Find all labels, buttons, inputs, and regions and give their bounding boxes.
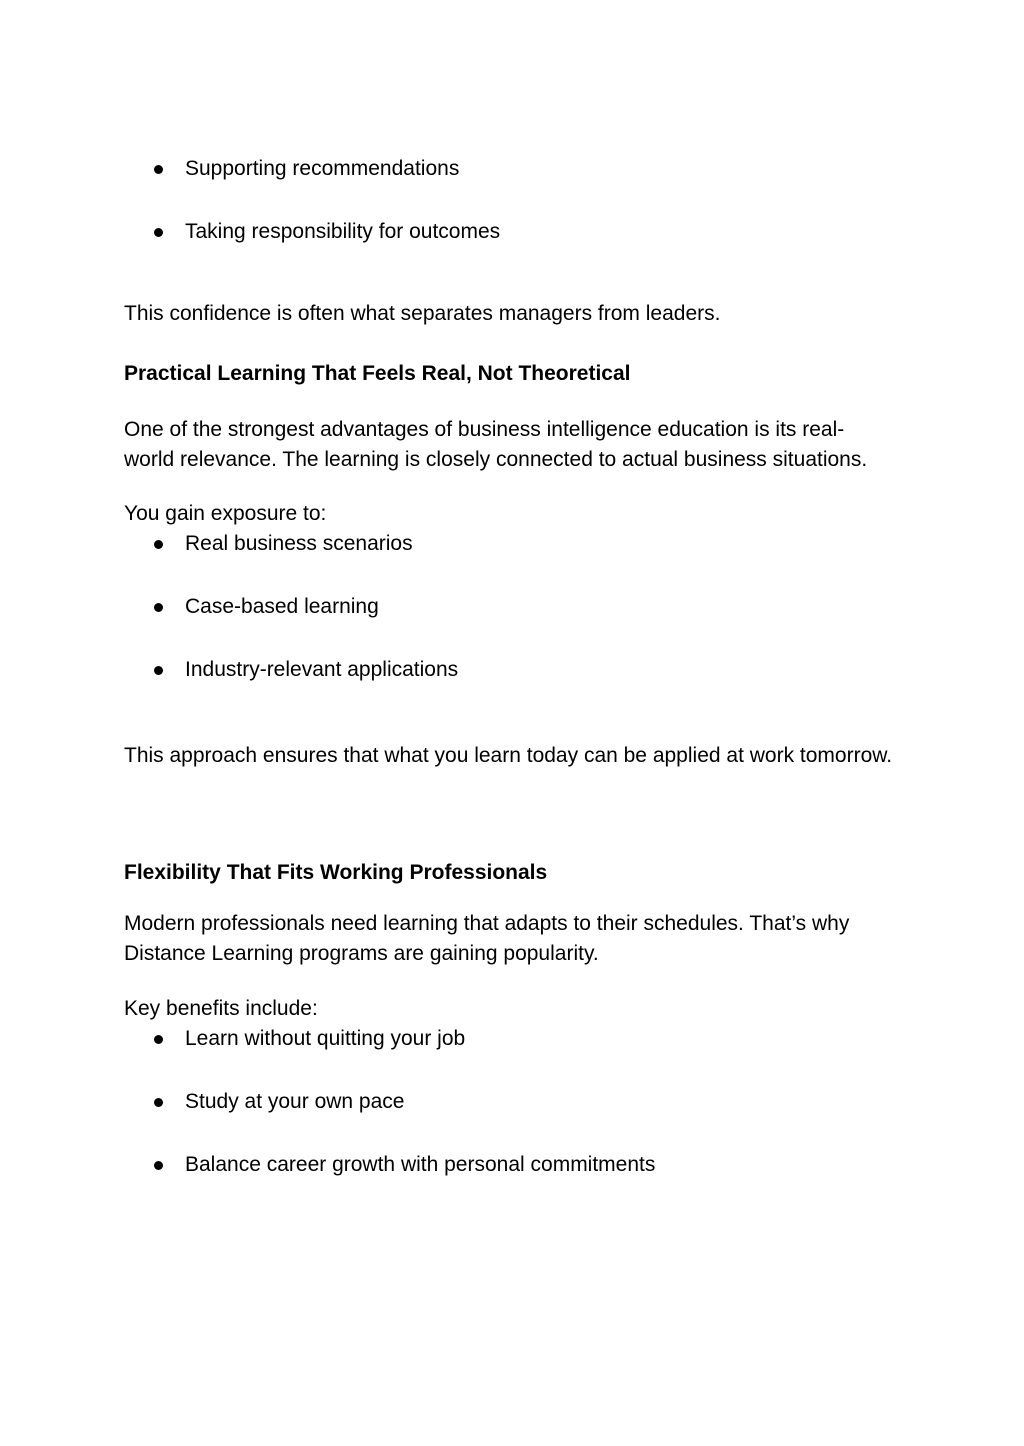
list-item-text: Real business scenarios bbox=[185, 532, 413, 555]
list-item-text: Balance career growth with personal commitments bbox=[185, 1153, 656, 1176]
leadership-bullet-list bbox=[124, 154, 894, 247]
list-item-text: Supporting recommendations bbox=[185, 157, 460, 180]
list-item bbox=[124, 1150, 894, 1180]
list-item-text: Study at your own pace bbox=[185, 1090, 405, 1113]
list-item bbox=[124, 1024, 894, 1054]
list-item bbox=[124, 592, 894, 622]
bullet-icon bbox=[154, 165, 163, 174]
document-content bbox=[124, 154, 894, 1180]
list-item bbox=[124, 655, 894, 685]
list-item-text: Taking responsibility for outcomes bbox=[185, 220, 501, 243]
bullet-icon bbox=[154, 1161, 163, 1170]
benefits-lead-in: Key benefits include: bbox=[124, 997, 318, 1020]
list-item bbox=[124, 154, 894, 184]
list-item bbox=[124, 529, 894, 559]
bullet-icon bbox=[154, 666, 163, 675]
bullet-icon bbox=[154, 1098, 163, 1107]
flexibility-heading: Flexibility That Fits Working Professionals bbox=[124, 861, 548, 884]
flexibility-intro-paragraph: Modern professionals need learning that adapts to their schedules. That’s why Distance Learning programs are gaining popularity. bbox=[124, 912, 850, 965]
practical-intro-paragraph: One of the strongest advantages of business intelligence education is its real-world relevance. The learning is closely connected to actual business situations. bbox=[124, 418, 868, 471]
bullet-icon bbox=[154, 1035, 163, 1044]
confidence-paragraph: This confidence is often what separates managers from leaders. bbox=[124, 302, 721, 325]
bullet-icon bbox=[154, 228, 163, 237]
bullet-icon bbox=[154, 603, 163, 612]
list-item bbox=[124, 217, 894, 247]
list-item-text: Learn without quitting your job bbox=[185, 1027, 466, 1050]
bullet-icon bbox=[154, 540, 163, 549]
list-item bbox=[124, 1087, 894, 1117]
exposure-lead-in: You gain exposure to: bbox=[124, 502, 327, 525]
exposure-bullet-list bbox=[124, 529, 894, 685]
benefits-bullet-list bbox=[124, 1024, 894, 1180]
list-item-text: Industry-relevant applications bbox=[185, 658, 459, 681]
practical-learning-heading: Practical Learning That Feels Real, Not Theoretical bbox=[124, 362, 631, 385]
list-item-text: Case-based learning bbox=[185, 595, 379, 618]
practical-closing-paragraph: This approach ensures that what you learn today can be applied at work tomorrow. bbox=[124, 744, 893, 767]
